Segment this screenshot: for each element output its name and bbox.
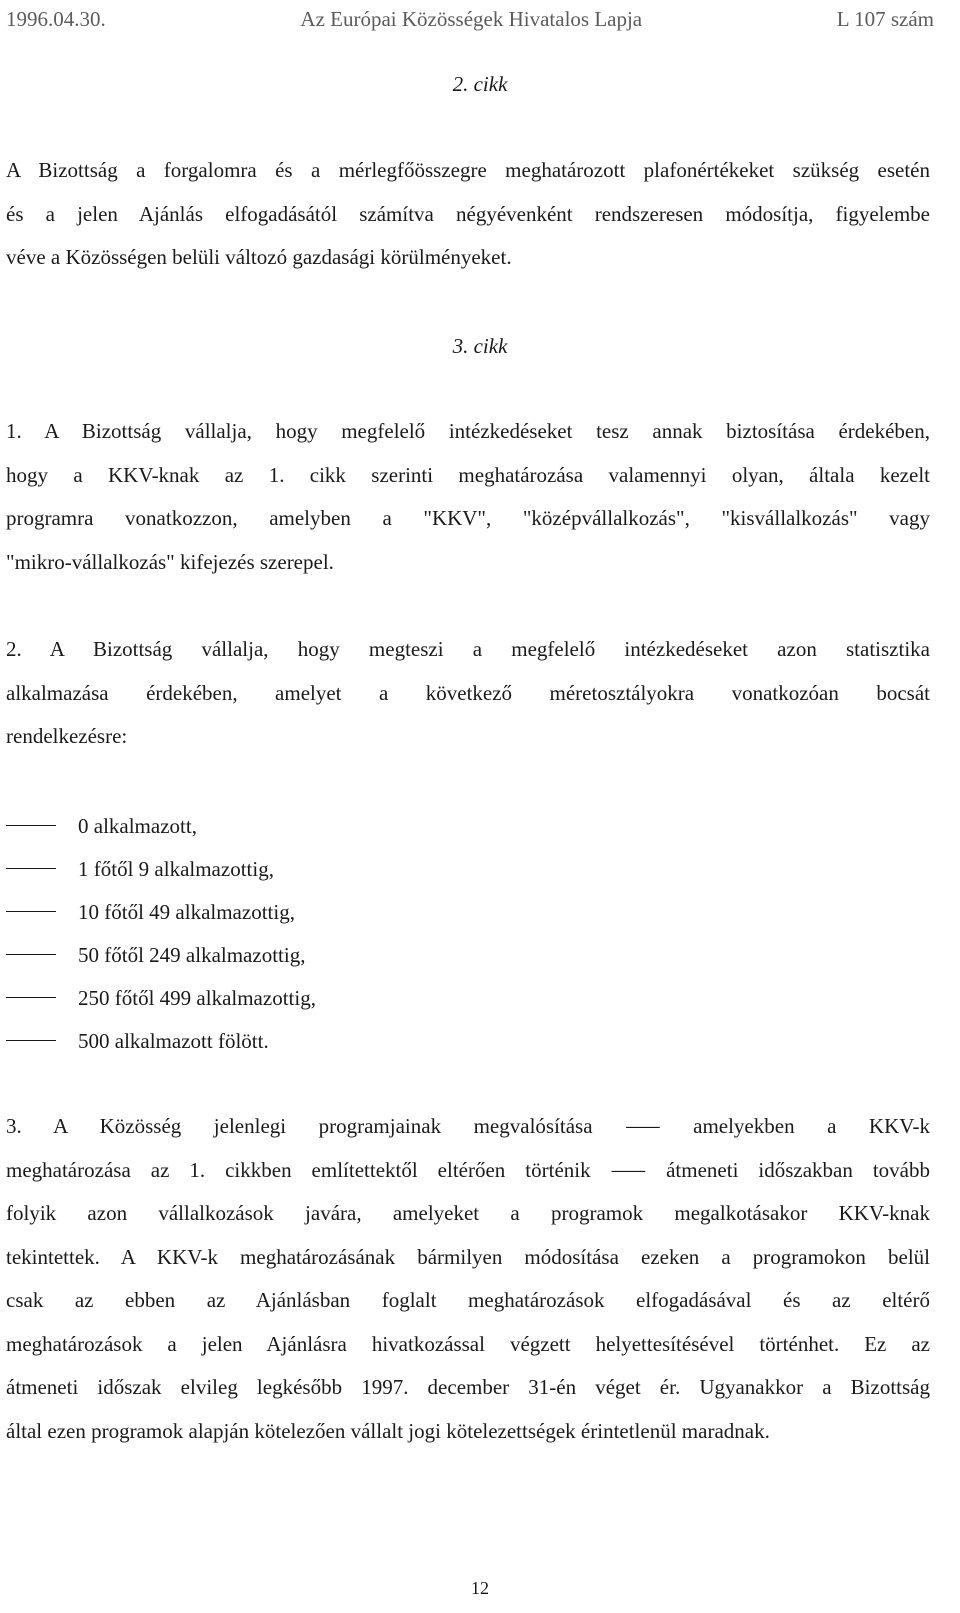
list-item [6, 891, 706, 934]
paragraph-line: alkalmazása érdekében, amelyet a következő méretosztályokra vonatkozóan bocsát [6, 680, 930, 705]
paragraph-line: programra vonatkozzon, amelyben a "KKV", "középvállalkozás", "kisvállalkozás" vagy [6, 506, 930, 530]
list-item-text: 10 főtől 49 alkalmazottig, [78, 900, 295, 924]
paragraph-line: által ezen programok alapján kötelezően vállalt jogi kötelezettségek érintetlenül maradnak. [6, 1418, 770, 1443]
list-item [6, 977, 706, 1020]
paragraph-line: meghatározása az 1. cikkben említettektől eltérően történik ⸺ átmeneti időszakban tovább [6, 1157, 930, 1182]
page-number: 12 [471, 1578, 489, 1598]
list-item-text: 0 alkalmazott, [78, 814, 197, 838]
paragraph-line: folyik azon vállalkozások javára, amelyeket a programok megalkotásakor KKV-knak [6, 1201, 930, 1225]
paragraph-line: rendelkezésre: [6, 724, 128, 748]
em-dash-marker [6, 911, 56, 912]
paragraph-line: "mikro-vállalkozás" kifejezés szerepel. [6, 549, 334, 574]
list-item-text: 1 főtől 9 alkalmazottig, [78, 857, 274, 881]
em-dash-marker [6, 1040, 56, 1041]
list-item [6, 934, 706, 977]
list-item [6, 848, 706, 891]
article-3-paragraph-2 [6, 628, 930, 759]
paragraph-line: 1. A Bizottság vállalja, hogy megfelelő intézkedéseket tesz annak biztosítása érdekében, [6, 419, 930, 443]
paragraph-line: 3. A Közösség jelenlegi programjainak megvalósítása ⸺ amelyekben a KKV-k [6, 1114, 930, 1138]
paragraph-line: átmeneti időszak elvileg legkésőbb 1997. december 31-én véget ér. Ugyanakkor a Bizottság [6, 1375, 930, 1399]
paragraph-line: A Bizottság a forgalomra és a mérlegfőösszegre meghatározott plafonértékeket szükség esetén [6, 158, 930, 182]
list-item [6, 805, 706, 848]
list-item-text: 500 alkalmazott fölött. [78, 1029, 269, 1053]
article-2-title: 2. cikk [452, 72, 508, 96]
article-3-paragraph-3 [6, 1105, 930, 1453]
em-dash-marker [6, 825, 56, 826]
header-journal-title: Az Európai Közösségek Hivatalos Lapja [300, 6, 643, 31]
size-class-list [6, 805, 706, 1063]
article-2-paragraph [6, 149, 930, 280]
paragraph-line: és a jelen Ajánlás elfogadásától számítva négyévenként rendszeresen módosítja, figyelembe [6, 201, 930, 226]
article-3-title: 3. cikk [452, 334, 508, 358]
paragraph-line: 2. A Bizottság vállalja, hogy megteszi a megfelelő intézkedéseket azon statisztika [6, 637, 930, 661]
paragraph-line: csak az ebben az Ajánlásban foglalt meghatározások elfogadásával és az eltérő [6, 1288, 930, 1312]
em-dash-marker [6, 954, 56, 955]
paragraph-line: hogy a KKV-knak az 1. cikk szerinti meghatározása valamennyi olyan, általa kezelt [6, 462, 930, 487]
em-dash-marker [6, 868, 56, 869]
list-item [6, 1020, 706, 1063]
paragraph-line: véve a Közösségen belüli változó gazdasági körülményeket. [6, 245, 512, 269]
paragraph-line: tekintettek. A KKV-k meghatározásának bármilyen módosítása ezeken a programokon belül [6, 1244, 930, 1269]
list-item-text: 250 főtől 499 alkalmazottig, [78, 986, 316, 1010]
paragraph-line: meghatározások a jelen Ajánlásra hivatkozással végzett helyettesítésével történhet. Ez az [6, 1331, 930, 1356]
em-dash-marker [6, 997, 56, 998]
list-item-text: 50 főtől 249 alkalmazottig, [78, 943, 306, 967]
header-date: 1996.04.30. [6, 6, 106, 31]
header-issue-number: L 107 szám [836, 6, 934, 31]
page-header [6, 4, 934, 34]
article-3-paragraph-1 [6, 410, 930, 584]
